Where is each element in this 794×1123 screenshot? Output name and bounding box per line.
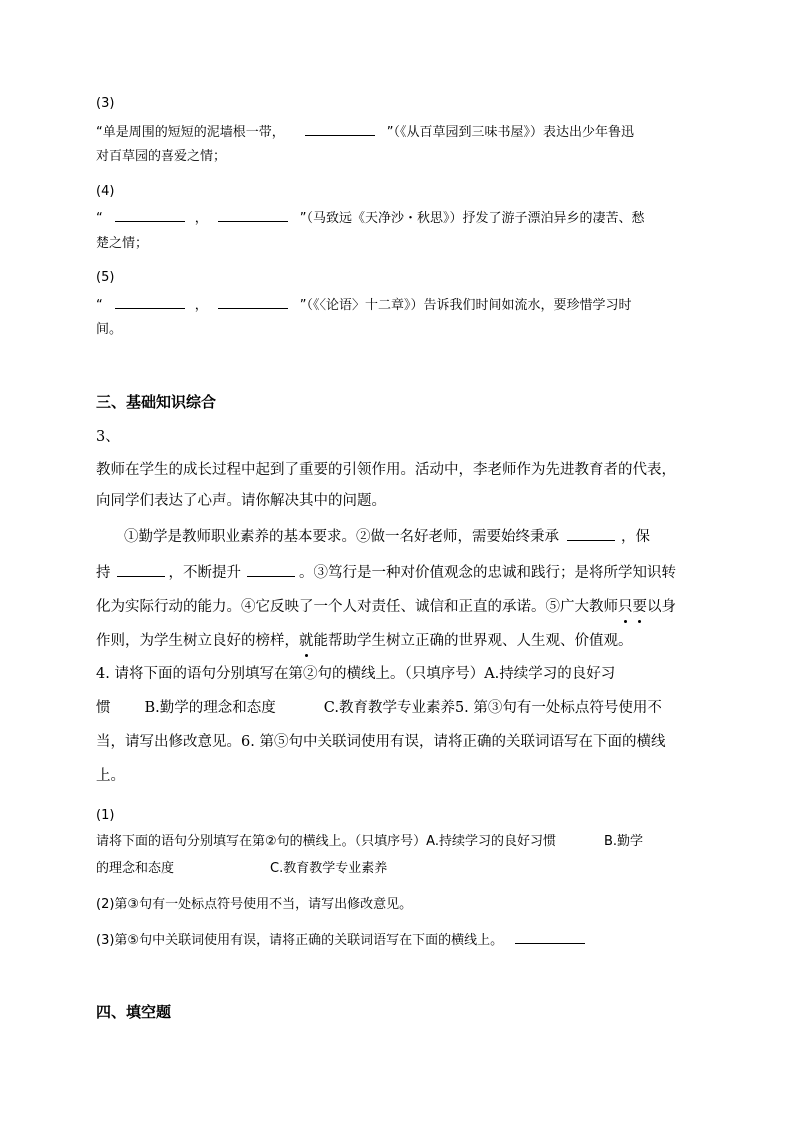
passage-text-6: 化为实际行动的能力。④它反映了一个人对责任、诚信和正直的承诺。⑤广大教师 [96, 599, 618, 615]
q3-passage-line-1 [124, 527, 650, 547]
sub-3-blank[interactable] [515, 930, 585, 944]
q4-line-4: 上。 [96, 768, 125, 784]
passage-text-9: 能帮助学生树立正确的世界观、人生观、价值观。 [313, 633, 633, 649]
emphasis-char-1: 只 [618, 599, 633, 615]
passage-text-4: ，不断提升 [168, 565, 241, 581]
q3-intro-line-1: 教师在学生的成长过程中起到了重要的引领作用。活动中，李老师作为先进教育者的代表， [96, 462, 676, 478]
sub-3-line [96, 930, 585, 950]
q3-passage-line-4 [96, 631, 633, 651]
item-3-text-a: “单是周围的短短的泥墙根一带， [96, 125, 285, 140]
item-4-line-2: 楚之情； [96, 236, 149, 251]
q4-line-3: 当，请写出修改意见。6. 第⑤句中关联词使用有误，请将正确的关联词语写在下面的横线 [96, 734, 666, 750]
passage-blank-2[interactable] [117, 563, 165, 577]
sub-1-number: (1) [96, 808, 115, 823]
question-3-number: 3、 [96, 429, 120, 445]
item-5-open-quote: “ [96, 298, 103, 313]
passage-text-3: 持 [96, 565, 111, 581]
section-3-title: 三、基础知识综合 [96, 393, 217, 411]
item-4-text-b: ”（马致远《天净沙・秋思》）抒发了游子漂泊异乡的凄苦、愁 [299, 211, 645, 226]
item-3-blank[interactable] [305, 122, 375, 136]
item-5-line-1 [96, 295, 632, 315]
sub-2-line: (2)第③句有一处标点符号使用不当，请写出修改意见。 [96, 897, 413, 912]
passage-text-2: ，保 [621, 529, 650, 545]
q4-line-1: 4. 请将下面的语句分别填写在第②句的横线上。（只填序号）A.持续学习的良好习 [96, 666, 616, 682]
item-4-line-1 [96, 208, 645, 228]
q4-line-2 [96, 698, 662, 718]
q4-text-a: 惯 [96, 700, 111, 716]
section-4-title: 四、填空题 [96, 1003, 172, 1021]
sub-1-text-b: 的理念和态度 [96, 861, 175, 876]
item-3-line-2: 对百草园的喜爱之情； [96, 149, 227, 164]
item-5-text-b: ”（《〈论语〉十二章》）告诉我们时间如流水，要珍惜学习时 [299, 298, 632, 313]
sub-1-option-b: B.勤学 [603, 834, 644, 849]
emphasis-char-2: 要 [632, 599, 647, 615]
item-5-blank-1[interactable] [115, 295, 185, 309]
q4-option-c: C.教育教学专业素养5. 第③句有一处标点符号使用不 [323, 700, 662, 716]
item-3-number: (3) [96, 96, 115, 111]
item-4-number: (4) [96, 184, 115, 199]
item-3-text-b: ”（《从百草园到三味书屋》）表达出少年鲁迅 [386, 125, 634, 140]
item-5-number: (5) [96, 270, 115, 285]
item-4-open-quote: “ [96, 211, 103, 226]
item-5-blank-2[interactable] [218, 295, 288, 309]
passage-blank-1[interactable] [567, 527, 615, 541]
item-5-comma: ， [194, 298, 208, 313]
item-4-blank-2[interactable] [218, 208, 288, 222]
item-3-line-1 [96, 122, 634, 142]
q3-passage-line-3 [96, 597, 676, 617]
sub-3-text: (3)第⑤句中关联词使用有误，请将正确的关联词语写在下面的横线上。 [96, 933, 504, 948]
q3-intro-line-2: 向同学们表达了心声。请你解决其中的问题。 [96, 493, 386, 509]
sub-1-line-1 [96, 833, 643, 851]
sub-1-option-c: C.教育教学专业素养 [270, 861, 388, 876]
emphasis-char-3: 就 [299, 633, 314, 649]
passage-blank-3[interactable] [247, 563, 295, 577]
sub-1-line-2 [96, 860, 387, 878]
item-4-comma: ， [194, 211, 208, 226]
passage-text-8: 作则，为学生树立良好的榜样， [96, 633, 299, 649]
passage-text-1: ①勤学是教师职业素养的基本要求。②做一名好老师，需要始终秉承 [124, 529, 559, 545]
passage-text-5: 。③笃行是一种对价值观念的忠诚和践行；是将所学知识转 [299, 565, 676, 581]
sub-1-text-a: 请将下面的语句分别填写在第②句的横线上。（只填序号）A.持续学习的良好习惯 [96, 834, 556, 849]
q3-passage-line-2 [96, 563, 676, 583]
q4-option-b: B.勤学的理念和态度 [144, 700, 276, 716]
passage-text-7: 以身 [647, 599, 676, 615]
item-5-line-2: 间。 [96, 322, 123, 337]
item-4-blank-1[interactable] [115, 208, 185, 222]
